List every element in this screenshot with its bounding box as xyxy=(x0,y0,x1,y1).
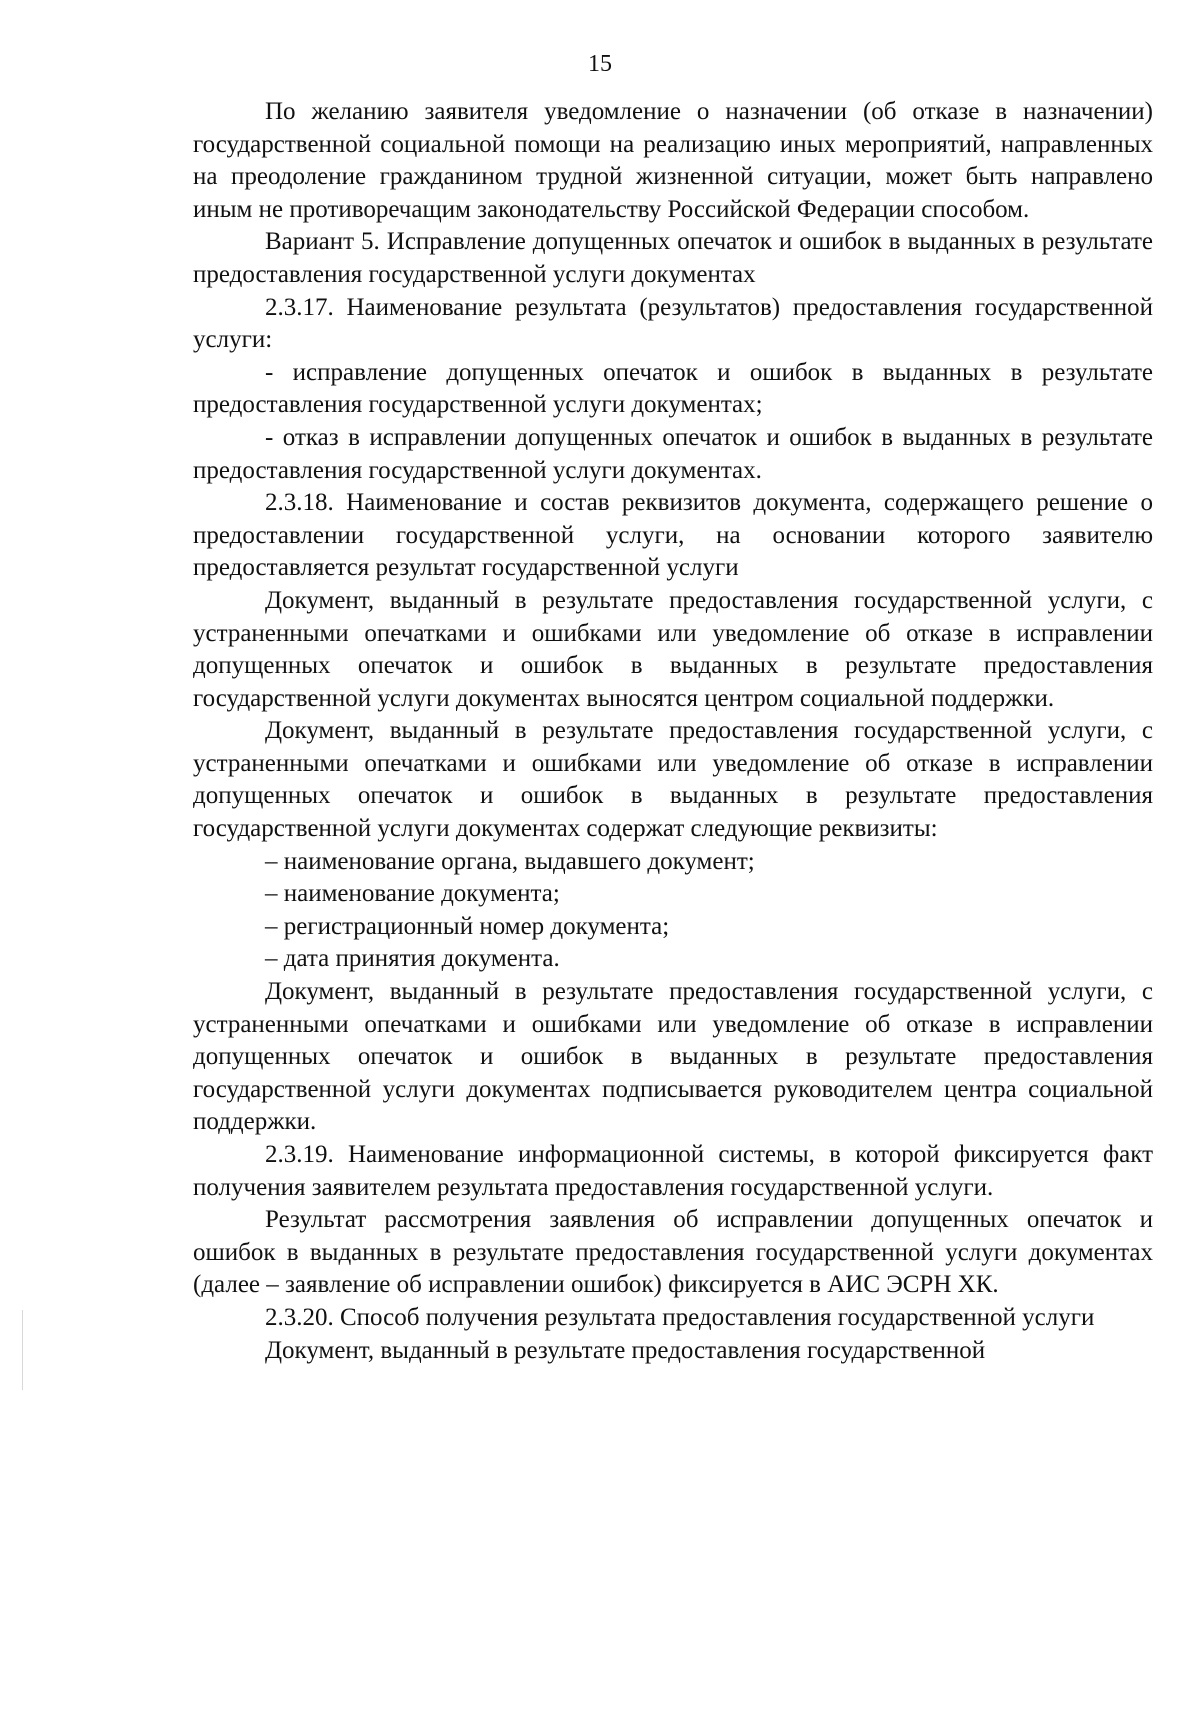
page-number: 15 xyxy=(588,51,612,77)
paragraph-notification-method: По желанию заявителя уведомление о назначении (об отказе в назначении) государственной социальной помощи на реализацию иных мероприятий, направленных на преодоление гражданином трудной жизненной ситуации, может быть направлено иным не противоречащим законодательству Российской Федерации способом. xyxy=(193,98,1153,223)
paragraph-2-3-18: 2.3.18. Наименование и состав реквизитов документа, содержащего решение о предоставлении государственной услуги, на основании которого заявителю предоставляется результат государственной услуги xyxy=(193,489,1153,582)
list-item-refusal: - отказ в исправлении допущенных опечаток и ошибок в выданных в результате предоставления государственной услуги документах. xyxy=(193,423,1153,484)
paragraph-result-recorded: Результат рассмотрения заявления об исправлении допущенных опечаток и ошибок в выданных в результате предоставления государственной услуги документах (далее – заявление об исправлении ошибок) фиксируется в АИС ЭСРН ХК. xyxy=(193,1206,1153,1299)
list-item-document-name: – наименование документа; xyxy=(265,880,560,908)
document-body xyxy=(193,96,1153,1367)
paragraph-variant-5-heading: Вариант 5. Исправление допущенных опечаток и ошибок в выданных в результате предоставления государственной услуги документах xyxy=(193,228,1153,288)
paragraph-document-continued: Документ, выданный в результате предоставления государственной xyxy=(265,1336,986,1364)
paragraph-document-signed-by: Документ, выданный в результате предоставления государственной услуги, с устраненными опечатками и ошибками или уведомление об отказе в исправлении допущенных опечаток и ошибок в выданных в результате предоставления государственной услуги документах подписывается руководителем центра социальной поддержки. xyxy=(193,978,1153,1136)
paragraph-2-3-17: 2.3.17. Наименование результата (результатов) предоставления государственной услуги: xyxy=(193,293,1153,354)
list-item-authority-name: – наименование органа, выдавшего документ; xyxy=(265,847,755,875)
paragraph-document-requisites: Документ, выданный в результате предоставления государственной услуги, с устраненными опечатками и ошибками или уведомление об отказе в исправлении допущенных опечаток и ошибок в выданных в результате предоставления государственной услуги документах содержат следующие реквизиты: xyxy=(193,717,1153,843)
scan-edge-mark xyxy=(22,1310,23,1390)
list-item-correction: - исправление допущенных опечаток и ошибок в выданных в результате предоставления государственной услуги документах; xyxy=(193,358,1153,419)
paragraph-2-3-19: 2.3.19. Наименование информационной системы, в которой фиксируется факт получения заявителем результата предоставления государственной услуги. xyxy=(193,1141,1153,1201)
list-item-adoption-date: – дата принятия документа. xyxy=(265,945,560,973)
paragraph-2-3-20: 2.3.20. Способ получения результата предоставления государственной услуги xyxy=(265,1303,1095,1331)
list-item-registration-number: – регистрационный номер документа; xyxy=(265,912,670,940)
paragraph-document-issued-by: Документ, выданный в результате предоставления государственной услуги, с устраненными опечатками и ошибками или уведомление об отказе в исправлении допущенных опечаток и ошибок в выданных в результате предоставления государственной услуги документах выносятся центром социальной поддержки. xyxy=(193,586,1153,712)
